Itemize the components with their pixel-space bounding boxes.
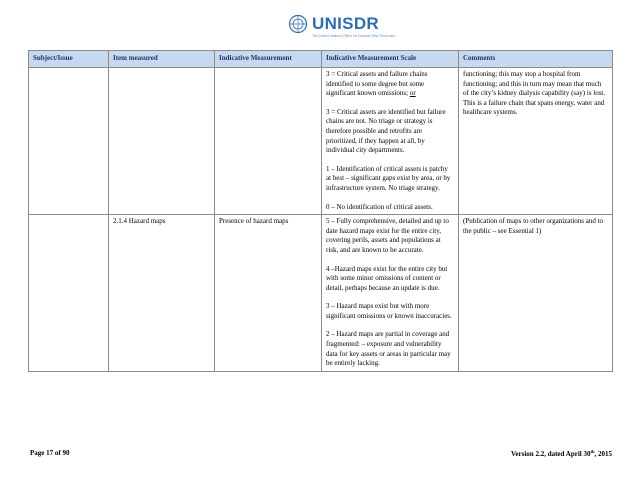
unisdr-logo (288, 14, 379, 34)
cell-subject (29, 68, 109, 215)
col-indicative-measurement: Indicative Measurement (215, 51, 322, 68)
cell-comments: (Publication of maps to other organizations and to the public – see Essential 1) (459, 215, 613, 372)
scale-level: 3 = Critical assets and failure chains identified to some degree but some significant known omissions; or (326, 70, 428, 98)
version-info: Version 2.2, dated April 30th, 2015 (511, 449, 612, 458)
table-row (29, 68, 613, 215)
cell-item (109, 68, 215, 215)
scale-level: 3 – Hazard maps exist but with more significant omissions or known inaccuracies. (326, 302, 452, 320)
scale-level: 4 –Hazard maps exist for the entire city but with some minor omissions of content or detail, perhaps because an update is due. (326, 264, 448, 292)
measurement-table (28, 50, 613, 372)
table-row (29, 215, 613, 372)
logo-text: UNISDR (312, 14, 379, 33)
scale-level: 0 – No identification of critical assets. (326, 202, 433, 211)
page-footer (30, 449, 612, 458)
scale-level: 5 – Fully comprehensive, detailed and up to date hazard maps exist for the entire city, covering perils, assets and populations at risk, and are known to be accurate. (326, 217, 449, 254)
un-emblem-icon (288, 14, 308, 34)
cell-item: 2.1.4 Hazard maps (109, 215, 215, 372)
col-comments: Comments (459, 51, 613, 68)
cell-subject (29, 215, 109, 372)
table-header-row (29, 51, 613, 68)
page-number: Page 17 of 90 (30, 449, 70, 457)
scale-level: 3 = Critical assets are identified but failure chains are not. No triage or strategy is therefore possible and retrofits are prioritized, if they happen at all, by individual city departments. (326, 107, 446, 155)
cell-comments: functioning; this may stop a hospital from functioning; and this in turn may mean that much of the city’s kidney dialysis capability (say) is lost. This is a failure chain that spans energy, water and healthcare systems. (459, 68, 613, 215)
cell-indicative: Presence of hazard maps (215, 215, 322, 372)
cell-scale (322, 68, 459, 215)
logo-subtitle: The United Nations Office for Disaster Risk Reduction (312, 34, 396, 38)
scale-level: 2 – Hazard maps are partial in coverage and fragmented: – exposure and vulnerability data for key assets or areas in particular may be entirely lacking. (326, 330, 451, 368)
cell-indicative (215, 68, 322, 215)
col-subject-issue: Subject/Issue (29, 51, 109, 68)
cell-scale (322, 215, 459, 372)
scale-level: 1 – Identification of critical assets is patchy at best – significant gaps exist by area, or by infrastructure system. No triage strategy. (326, 164, 451, 192)
col-indicative-measurement-scale: Indicative Measurement Scale (322, 51, 459, 68)
col-item-measured: Item measured (109, 51, 215, 68)
